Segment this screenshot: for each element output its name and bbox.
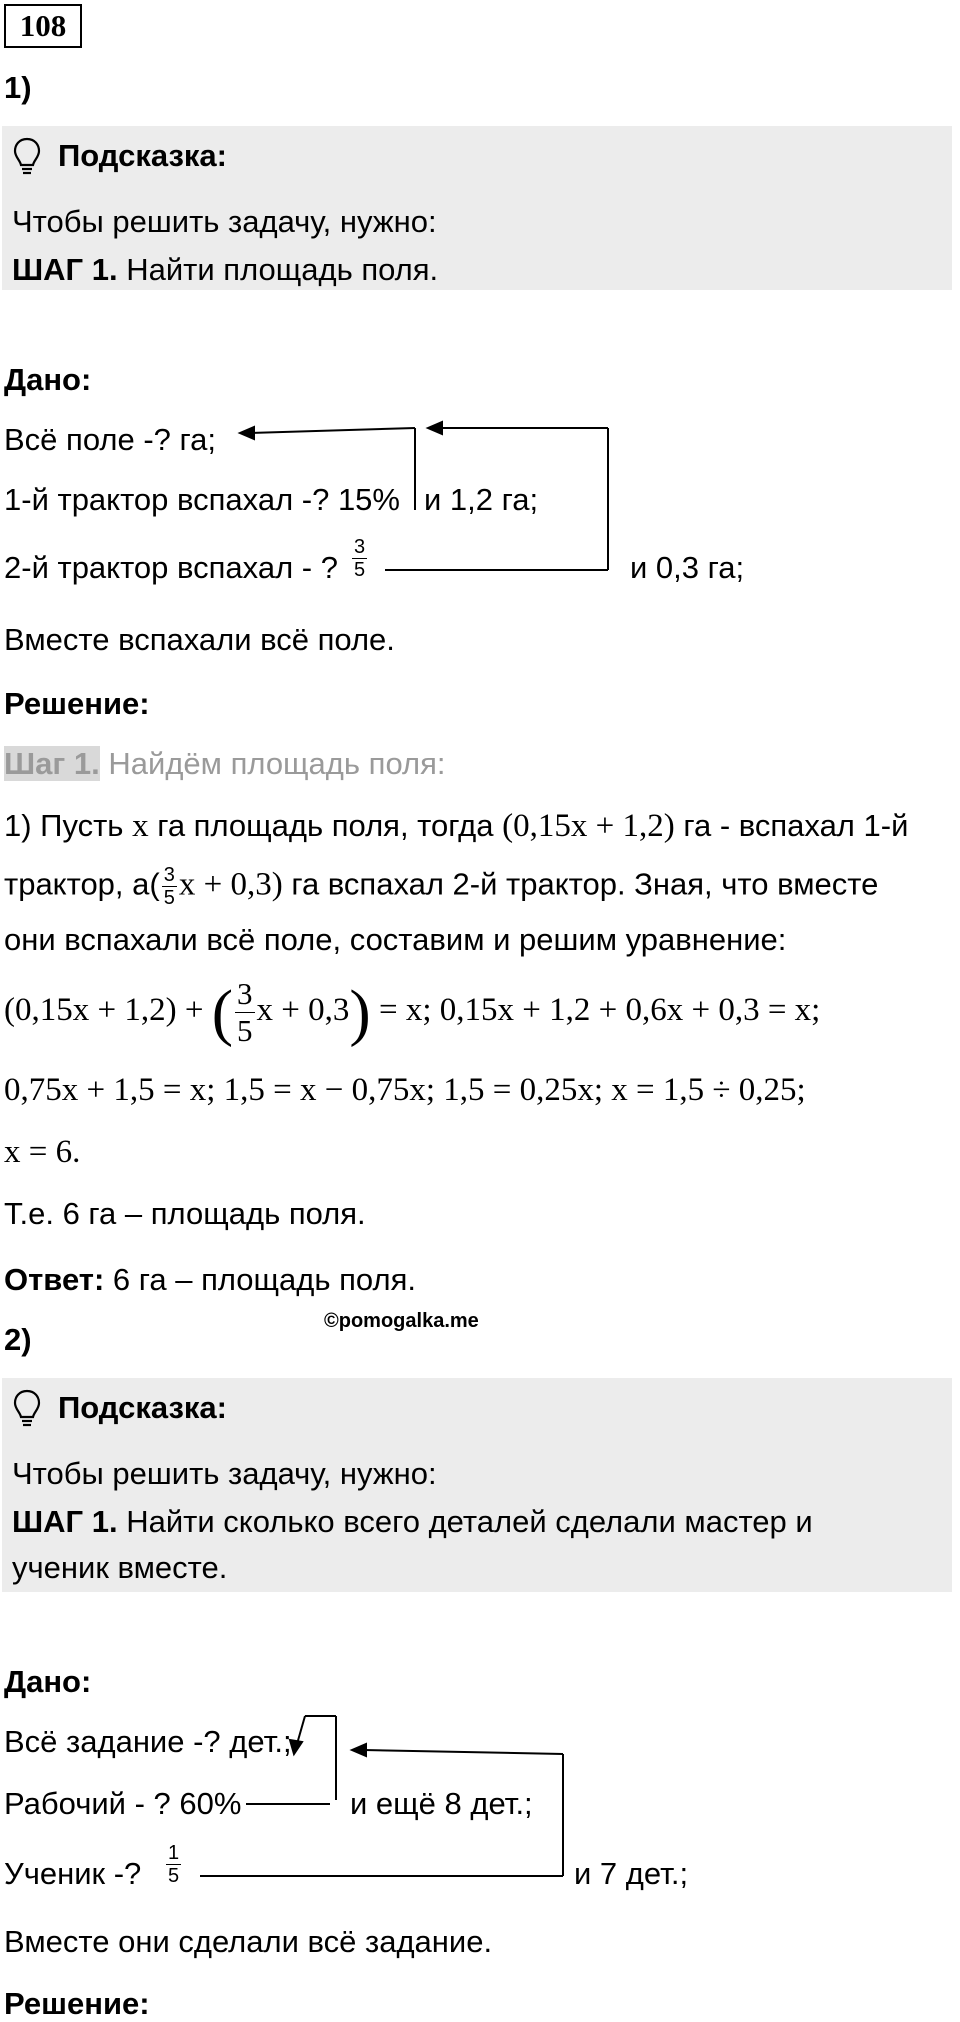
- step-heading-1: [4, 746, 446, 782]
- given-1-line-2a: 1-й трактор вспахал -? 15%: [4, 482, 400, 517]
- equation-line-1: [4, 970, 820, 1050]
- given-2-line-3b: и 7 дет.;: [574, 1856, 689, 1891]
- part-2-label: 2): [4, 1322, 32, 1357]
- answer-label: Ответ:: [4, 1262, 105, 1297]
- given-2-line-1: Всё задание -? дет.;: [4, 1724, 292, 1759]
- left-paren: (: [211, 976, 234, 1048]
- given-2-line-2a: Рабочий - ? 60%: [4, 1786, 242, 1821]
- equation-line-2: 0,75x + 1,5 = x; 1,5 = x − 0,75x; 1,5 = 0,25x; x = 1,5 ÷ 0,25;: [4, 1072, 806, 1108]
- right-paren: ): [349, 976, 371, 1048]
- result-line: Т.е. 6 га – площадь поля.: [4, 1196, 366, 1231]
- solution-title-2: Решение:: [4, 1986, 150, 2021]
- hint-line-1: Чтобы решить задачу, нужно:: [12, 204, 437, 239]
- given-2-line-4: Вместе они сделали всё задание.: [4, 1924, 493, 1959]
- part-1-label: 1): [4, 70, 32, 105]
- solution-title-1: Решение:: [4, 686, 150, 721]
- given-2-line-3a: Ученик -?: [4, 1856, 142, 1891]
- given-1-line-2b: и 1,2 га;: [424, 482, 539, 517]
- sol-text: 1) Пусть: [4, 808, 133, 843]
- given-1-line-3b: и 0,3 га;: [630, 550, 745, 585]
- given-title-2: Дано:: [4, 1664, 92, 1699]
- eq-part: = x; 0,15x + 1,2 + 0,6x + 0,3 = x;: [378, 992, 821, 1028]
- sol-expr: x + 0,3): [178, 866, 283, 903]
- hint-2-line-3: ученик вместе.: [12, 1550, 228, 1585]
- sol-line-1: [4, 808, 908, 844]
- task-number: 108: [4, 4, 82, 48]
- hint-step-label: ШАГ 1.: [12, 1504, 118, 1539]
- watermark: ©pomogalka.me: [324, 1310, 479, 1332]
- answer-line-1: [4, 1262, 416, 1298]
- hint-step-label: ШАГ 1.: [12, 252, 118, 287]
- sol-line-2: [4, 864, 878, 909]
- frac-num: 3: [163, 864, 175, 886]
- sol-text: га вспахал 2-й трактор. Зная, что вместе: [282, 866, 879, 902]
- lightbulb-icon: [12, 1388, 42, 1428]
- given-2-line-2b: и ещё 8 дет.;: [350, 1786, 533, 1821]
- sol-text: трактор, а(: [4, 866, 160, 902]
- given-title-1: Дано:: [4, 362, 92, 397]
- frac-num: 3: [354, 536, 366, 558]
- given-1-line-4: Вместе вспахали всё поле.: [4, 622, 395, 657]
- sol-expr: (0,15x + 1,2): [502, 808, 675, 844]
- hint-title-2: Подсказка:: [58, 1390, 227, 1425]
- sol-text: га - вспахал 1-й: [674, 808, 909, 843]
- hint-step-2: [12, 1504, 813, 1540]
- sol-text: га площадь поля, тогда: [148, 808, 503, 843]
- hint-title-1: Подсказка:: [58, 138, 227, 173]
- hint-step-text: Найти сколько всего деталей сделали мастер и: [117, 1504, 813, 1539]
- frac-den: 5: [354, 559, 366, 581]
- hint-2-line-1: Чтобы решить задачу, нужно:: [12, 1456, 437, 1491]
- equation-line-3: x = 6.: [4, 1134, 81, 1170]
- hint-step-text: Найти площадь поля.: [117, 252, 439, 287]
- frac-num: 3: [237, 975, 253, 1011]
- given-1-line-1: Всё поле -? га;: [4, 422, 216, 457]
- step-label: Шаг 1.: [4, 746, 100, 781]
- answer-text: 6 га – площадь поля.: [104, 1262, 416, 1297]
- frac-den: 5: [237, 1012, 253, 1048]
- eq-part: (0,15x + 1,2) +: [4, 992, 204, 1028]
- step-text: Найдём площадь поля:: [99, 746, 446, 781]
- sol-var: x: [132, 808, 149, 844]
- eq-part: x + 0,3: [256, 992, 350, 1028]
- frac-den: 5: [163, 887, 175, 909]
- frac-den: 5: [168, 1865, 180, 1887]
- frac-num: 1: [168, 1842, 180, 1864]
- given-1-line-3a: 2-й трактор вспахал - ?: [4, 550, 338, 585]
- given-2-fraction: [164, 1842, 183, 1887]
- sol-line-3: они вспахали всё поле, составим и решим уравнение:: [4, 922, 787, 957]
